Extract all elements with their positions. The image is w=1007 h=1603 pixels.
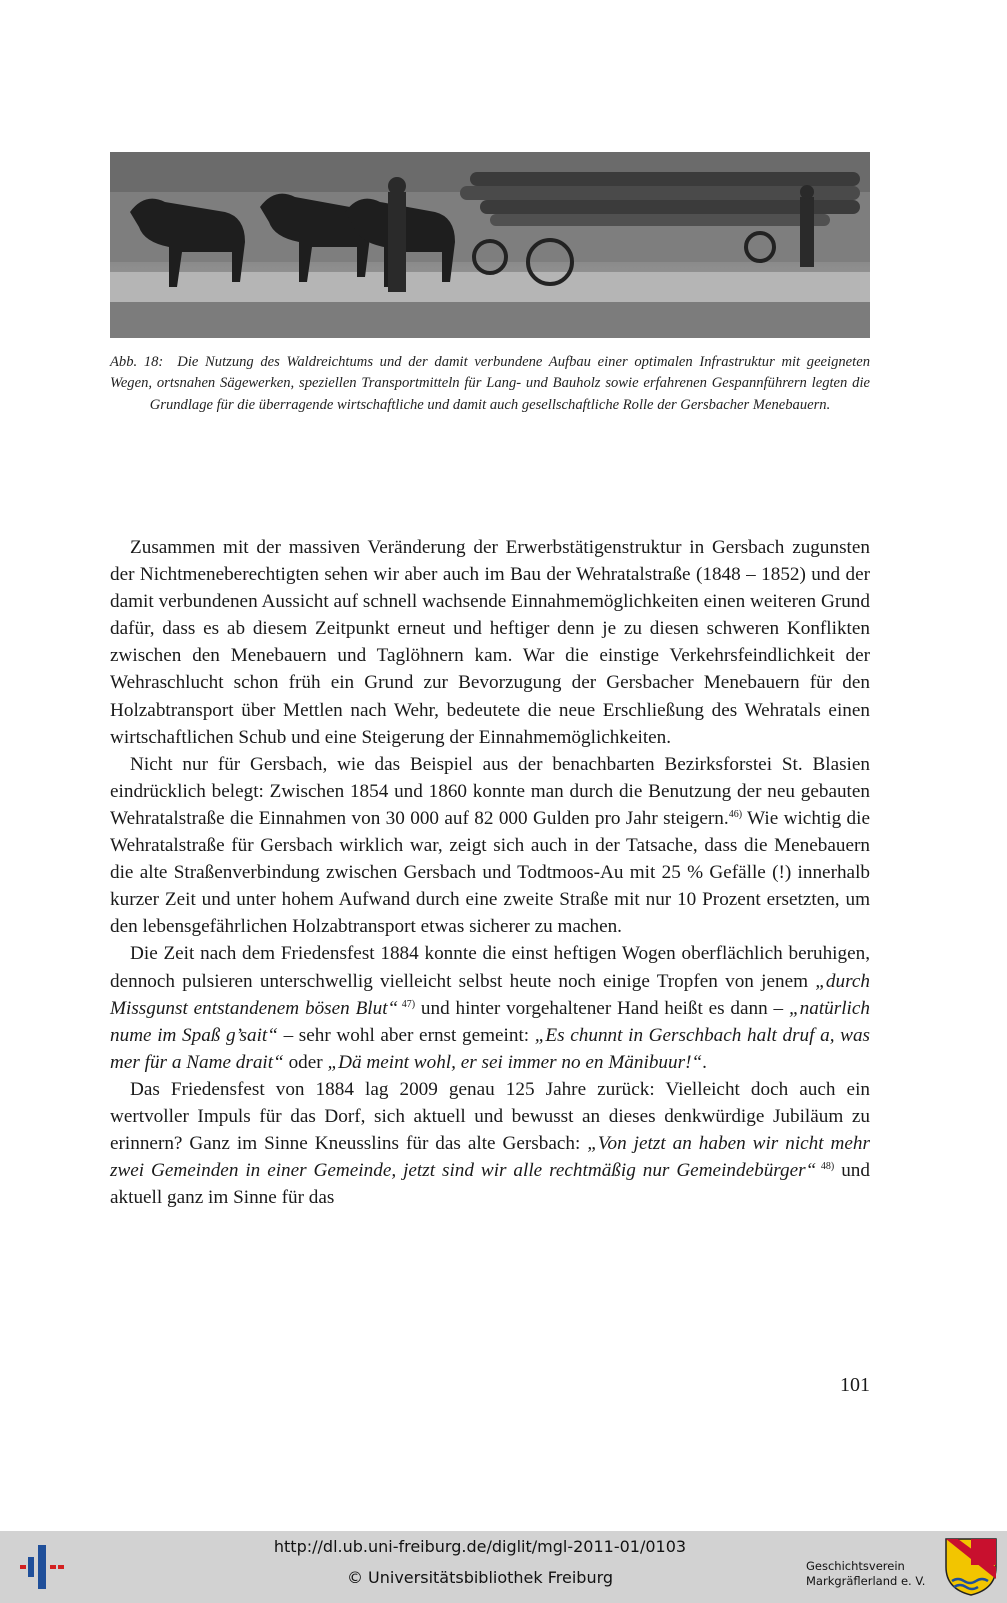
coat-of-arms-icon xyxy=(944,1537,998,1597)
figure-caption-label: Abb. 18: xyxy=(110,354,164,370)
footnote-ref-48: 48) xyxy=(816,1161,835,1173)
paragraph-3-part-c: – sehr wohl aber ernst gemeint: xyxy=(277,1024,535,1046)
paragraph-2-part-b: Wie wichtig die Wehratalstraße für Gersbach wirklich war, zeigt sich auch in der Tatsache, dass die Menebauern die alte Straßenverbindung zwischen Gersbach und Todtmoos-Au mit 25 % Gefälle (!) innerhalb kurzer Zeit und unter hohem Aufwand durch eine zweite Straße mit nur 10 Prozent ersetzten, um den lebensgefährlichen Holzabtransport etwas sicherer zu machen. xyxy=(110,807,870,938)
paragraph-3-part-e: . xyxy=(702,1051,707,1073)
paragraph-4-part-b: und aktuell ganz im Sinne für das xyxy=(110,1160,870,1209)
horse-log-wagon-photo-icon xyxy=(110,152,870,338)
footer-url-link[interactable]: http://dl.ub.uni-freiburg.de/diglit/mgl-2011-01/0103 xyxy=(273,1537,687,1556)
org-name-line-1: Geschichtsverein xyxy=(806,1559,905,1573)
paragraph-3-part-b: und hinter vorgehaltener Hand heißt es dann – xyxy=(415,997,789,1019)
paragraph-1: Zusammen mit der massiven Veränderung der Erwerbstätigenstruktur in Gersbach zugunsten der Nichtmeneberechtigten sehen wir aber auch im Bau der Wehratalstraße (1848 – 1852) und der damit verbundenen Aussicht auf schnell wachsende Einnahmemöglichkeiten einen weiteren Grund dafür, dass es ab diesem Zeitpunkt erneut und heftiger denn je zu diesen schweren Konflikten zwischen den Menebauern und Taglöhnern kam. War die einstige Verkehrsfeindlichkeit der Wehraschlucht schon früh ein Grund zur Bevorzugung der Gersbacher Menebauern für den Holzabtransport über Mettlen nach Wehr, bedeutete die neue Erschließung des Wehratals einen wirtschaftlichen Schub und eine Steigerung der Einnahmemöglichkeiten. xyxy=(110,537,870,748)
body-text xyxy=(110,534,870,1211)
ub-freiburg-logo-icon xyxy=(18,1543,66,1591)
historical-photo xyxy=(110,152,870,338)
paragraph-4-part-a: Das Friedensfest von 1884 lag 2009 genau 125 Jahre zurück: Vielleicht doch auch ein wertvoller Impuls für das Dorf, sich aktuell und bewusst an dieses denkwürdige Jubiläum zu erinnern? Ganz im Sinne Kneusslins für das alte Gersbach: xyxy=(110,1078,870,1155)
paragraph-4 xyxy=(110,1076,870,1211)
paragraph-3-part-d: oder xyxy=(283,1051,328,1073)
quote-maenibuur: „Dä meint wohl, er sei immer no en Mänibuur!“ xyxy=(327,1051,703,1073)
figure-caption xyxy=(110,352,870,416)
paragraph-2 xyxy=(110,751,870,941)
footer-bar xyxy=(0,1531,1007,1603)
footnote-ref-47: 47) xyxy=(398,998,416,1010)
footer-copyright: © Universitätsbibliothek Freiburg xyxy=(346,1568,614,1587)
footer-organization xyxy=(806,1559,946,1589)
quote-boesen-blut: „durch Missgunst entstandenem bösen Blut“ xyxy=(110,970,870,1019)
quote-gerschbach: „Es chunnt in Gerschbach halt druf a, was mer für a Name drait“ xyxy=(110,1024,871,1073)
footnote-ref-46: 46) xyxy=(728,808,743,820)
quote-gemeindebuerger: „Von jetzt an haben wir nicht mehr zwei Gemeinden in einer Gemeinde, jetzt sind wir alle rechtmäßig nur Gemeindebürger“ xyxy=(110,1133,870,1182)
figure-caption-text: Die Nutzung des Waldreichtums und der damit verbundene Aufbau einer optimalen Infrastruktur mit geeigneten Wegen, ortsnahen Sägewerken, speziellen Transportmitteln für Lang- und Bauholz sowie erfahrenen Gespannführern legten die Grundlage für die überragende wirtschaftliche und damit auch gesellschaftliche Rolle der Gersbacher Menebauern. xyxy=(110,354,870,413)
page-number: 101 xyxy=(840,1374,870,1396)
paragraph-3 xyxy=(110,940,870,1075)
org-name-line-2: Markgräflerland e. V. xyxy=(806,1574,926,1588)
paragraph-3-part-a: Die Zeit nach dem Friedensfest 1884 konnte die einst heftigen Wogen oberflächlich beruhigen, dennoch pulsieren unterschwellig vielleicht selbst heute noch einige Tropfen von jenem xyxy=(110,943,870,992)
paragraph-2-part-a: Nicht nur für Gersbach, wie das Beispiel aus der benachbarten Bezirksforstei St. Blasien eindrücklich belegt: Zwischen 1854 und 1860 konnte man durch die Benutzung der neu gebauten Wehratalstraße die Einnahmen von 30 000 auf 82 000 Gulden pro Jahr steigern. xyxy=(110,753,870,829)
quote-nume-im-spass: „natürlich nume im Spaß g’sait“ xyxy=(110,997,870,1046)
